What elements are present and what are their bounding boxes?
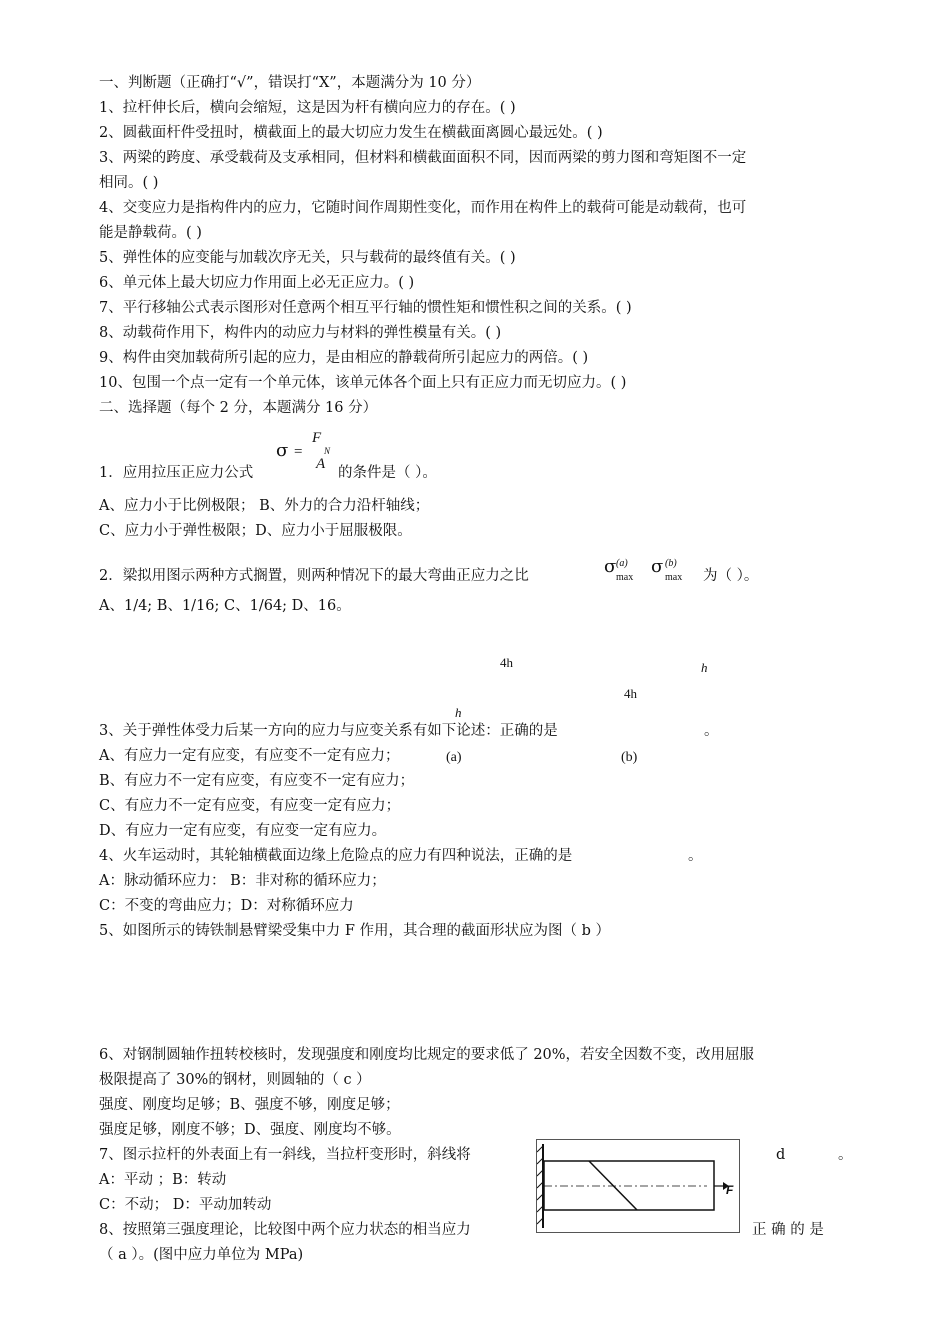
judge-item-9: 9、构件由突加载荷所引起的应力，是由相应的静载荷所引起应力的两倍。( ) <box>99 350 589 366</box>
q2-sup-b: (b) <box>665 558 677 569</box>
bar-figure <box>536 1139 740 1233</box>
fig-label-h-a: h <box>455 705 462 720</box>
q2-sigma-a: σ <box>604 556 617 577</box>
q1-stem-before: 1．应用拉压正应力公式 <box>99 465 254 481</box>
q7-answer: d <box>776 1147 786 1163</box>
q2-options: A、1/4; B、1/16; C、1/64; D、16。 <box>99 598 351 614</box>
q3-stem: 3、关于弹性体受力后某一方向的应力与应变关系有如下论述：正确的是 <box>99 723 558 739</box>
formula-sigma: σ <box>276 440 289 461</box>
q8-line-2: （ a ）。(图中应力单位为 MPa) <box>99 1247 304 1263</box>
judge-item-1: 1、拉杆伸长后，横向会缩短，这是因为杆有横向应力的存在。( ) <box>99 100 516 116</box>
q6-line-4: 强度足够，刚度不够；D、强度、刚度均不够。 <box>99 1122 401 1138</box>
formula-area: A <box>316 456 326 472</box>
q8-stem-tail: 正 确 的 是 <box>752 1222 824 1238</box>
q1-options-cd: C、应力小于弹性极限；D、应力小于屈服极限。 <box>99 523 412 539</box>
fig-label-b: (b) <box>621 750 638 765</box>
q2-sup-a: (a) <box>616 558 628 569</box>
q1-options-ab: A、应力小于比例极限； B、外力的合力沿杆轴线； <box>99 498 430 514</box>
q3-option-d: D、有应力一定有应变，有应变一定有应力。 <box>99 823 387 839</box>
judge-item-4: 4、交变应力是指构件内的应力，它随时间作周期性变化，而作用在构件上的载荷可能是动载荷，也可 <box>99 200 747 216</box>
q3-option-c: C、有应力不一定有应变，有应变一定有应力； <box>99 798 401 814</box>
q8-stem: 8、按照第三强度理论，比较图中两个应力状态的相当应力 <box>99 1222 471 1238</box>
judge-item-3-cont: 相同。( ) <box>99 175 159 191</box>
q2-max-b: max <box>665 572 683 583</box>
judge-item-4-cont: 能是静载荷。( ) <box>99 225 202 241</box>
q4-stem-tail: 。 <box>688 848 703 864</box>
q4-options-ab: A：脉动循环应力： B：非对称的循环应力； <box>99 873 386 889</box>
fig-label-h-b: h <box>701 660 708 675</box>
force-label: F <box>726 1183 734 1197</box>
judge-item-7: 7、平行移轴公式表示图形对任意两个相互平行轴的惯性矩和惯性积之间的关系。( ) <box>99 300 632 316</box>
q1-stem-after: 的条件是（ ）。 <box>338 465 437 481</box>
q3-option-b: B、有应力不一定有应变，有应变不一定有应力； <box>99 773 415 789</box>
q6-line-2: 极限提高了 30%的钢材，则圆轴的（ c ） <box>99 1072 371 1088</box>
q7-options-ab: A：平动 ；B：转动 <box>99 1172 227 1188</box>
q5-stem: 5、如图所示的铸铁制悬臂梁受集中力 F 作用，其合理的截面形状应为图（ b ） <box>99 923 611 939</box>
q2-max-a: max <box>616 572 634 583</box>
choice-section-title: 二、选择题（每个 2 分，本题满分 16 分） <box>99 400 378 416</box>
formula-subscript-n: N <box>324 446 331 456</box>
judge-item-2: 2、圆截面杆件受扭时，横截面上的最大切应力发生在横截面离圆心最远处。( ) <box>99 125 603 141</box>
q4-stem: 4、火车运动时，其轮轴横截面边缘上危险点的应力有四种说法，正确的是 <box>99 848 573 864</box>
fig-label-a: (a) <box>446 750 462 765</box>
judge-item-10: 10、包围一个点一定有一个单元体，该单元体各个面上只有正应力而无切应力。( ) <box>99 375 627 391</box>
fig-label-4h-b: 4h <box>624 686 637 701</box>
judge-item-8: 8、动载荷作用下，构件内的动应力与材料的弹性模量有关。( ) <box>99 325 502 341</box>
q2-stem: 2．梁拟用图示两种方式搁置，则两种情况下的最大弯曲正应力之比 <box>99 568 529 584</box>
q6-line-1: 6、对钢制圆轴作扭转校核时，发现强度和刚度均比规定的要求低了 20%，若安全因数不变，改用屈服 <box>99 1047 755 1063</box>
formula-equals: = <box>294 444 303 460</box>
judge-item-6: 6、单元体上最大切应力作用面上必无正应力。( ) <box>99 275 415 291</box>
formula-force: F <box>312 430 322 446</box>
bar-drawing <box>537 1140 739 1232</box>
q7-stem-tail: 。 <box>838 1147 853 1163</box>
q2-sigma-b: σ <box>651 556 664 577</box>
judge-item-5: 5、弹性体的应变能与加载次序无关，只与载荷的最终值有关。( ) <box>99 250 516 266</box>
q4-options-cd: C：不变的弯曲应力；D：对称循环应力 <box>99 898 354 914</box>
judge-item-3: 3、两梁的跨度、承受载荷及支承相同，但材料和横截面面积不同，因而两梁的剪力图和弯矩图不一定 <box>99 150 747 166</box>
q3-option-a: A、有应力一定有应变，有应变不一定有应力； <box>99 748 400 764</box>
q2-stem-tail: 为（ ）。 <box>703 568 759 584</box>
q3-stem-tail: 。 <box>704 723 719 739</box>
q7-options-cd: C：不动； D：平动加转动 <box>99 1197 272 1213</box>
q7-stem: 7、图示拉杆的外表面上有一斜线，当拉杆变形时，斜线将 <box>99 1147 471 1163</box>
q6-line-3: 强度、刚度均足够；B、强度不够，刚度足够； <box>99 1097 400 1113</box>
fig-label-4h-a: 4h <box>500 655 513 670</box>
judge-section-title: 一、判断题（正确打“√”，错误打“X”，本题满分为 10 分） <box>99 75 481 91</box>
